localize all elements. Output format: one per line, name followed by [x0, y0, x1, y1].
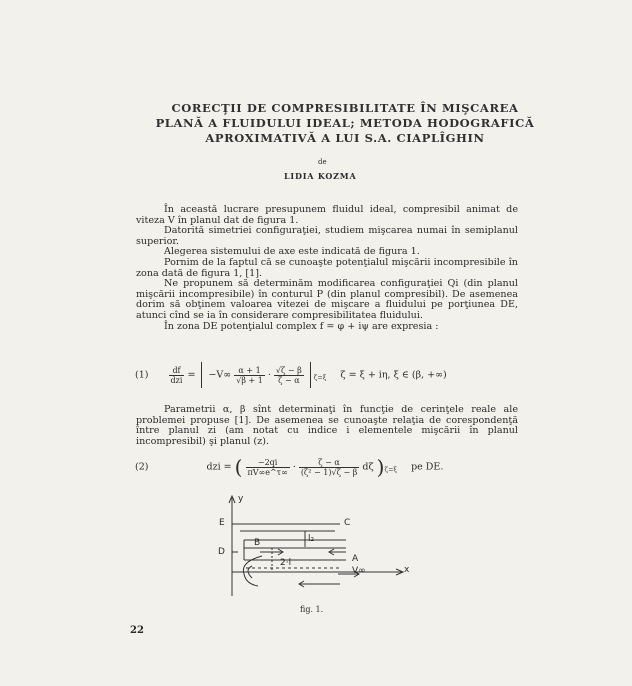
eq1-rest: ζ = ξ + iη, ξ ∈ (β, +∞)	[340, 369, 447, 381]
label-2l: 2·l	[280, 558, 292, 568]
label-A: A	[352, 554, 359, 564]
eq2-dzeta: dζ	[362, 461, 374, 473]
equation-2: (2) dzi = ( $\frac{-2qi}{\pi V\infty e\^{}\tau\infty}$ · $\frac{\zeta - \alpha}{\text{(ζ² − 1)√ζ − β}}$ dζ )$_{\zeta=\xi}$ pe DE.	[135, 455, 444, 479]
author-name: LIDIA KOZMA	[284, 171, 357, 181]
paragraph: Alegerea sistemului de axe este indicată de figura 1.	[164, 246, 420, 258]
equation-number: (1)	[135, 369, 149, 381]
eq2-frac1: $\frac{-2qi}{\pi V\infty e\^{}\tau\infty}$	[247, 457, 288, 477]
equation-1: (1) $\frac{df}{\text{dzi}}$ = −V∞ $\frac{\alpha + 1}{√\beta + 1}$ · $\frac{√\zeta - \beta}{\zeta - \alpha}$ $_{\zeta=\xi}$ ζ = ξ + iη, ξ ∈ (β, +∞)	[135, 362, 447, 388]
eq1-eval: ζ=ξ	[313, 373, 327, 382]
eq2-lhs: dzi =	[206, 461, 232, 473]
eq1-frac2: $\frac{√\zeta - \beta}{\zeta - \alpha}$	[275, 365, 302, 385]
paragraph: Ne propunem să determinăm modificarea configuraţiei Qi (din planul mişcării incompresibile) în conturul P (din planul compresibil). De asemenea dorim să obţinem valoarea vitezei de mişcare a fluidului pe porţiunea DE, atunci cînd se ia în considerare compresibilitatea fluidului.	[136, 278, 518, 321]
paragraph: În această lucrare presupunem fluidul ideal, compresibil animat de viteza V în planul dat de figura 1.	[136, 204, 518, 226]
label-x: x	[404, 565, 410, 575]
eq2-eval: ζ=ξ	[384, 465, 397, 474]
label-B: B	[254, 538, 261, 548]
eq1-frac1: $\frac{\alpha + 1}{√\beta + 1}$	[236, 365, 263, 385]
label-D: D	[218, 547, 225, 557]
label-E: E	[219, 518, 225, 528]
eq2-suffix: pe DE.	[411, 461, 444, 473]
figure-caption: fig. 1.	[300, 605, 324, 614]
equation-number: (2)	[135, 461, 149, 473]
paper-title: CORECŢII DE COMPRESIBILITATE ÎN MIŞCAREA PLANĂ A FLUIDULUI IDEAL; METODA HODOGRAFICĂ APROXIMATIVĂ A LUI S.A. CIAPLÎGHIN	[155, 101, 535, 145]
label-y: y	[238, 494, 244, 504]
paragraph: Datorită simetriei configuraţiei, studiem mişcarea numai în semiplanul superior.	[136, 225, 518, 247]
paragraph: Pornim de la faptul că se cunoaşte potenţialul mişcării incompresibile în zona dată de figura 1, [1].	[136, 256, 518, 279]
eq2-frac2: $\frac{\zeta - \alpha}{\text{(ζ² − 1)√ζ − β}}$	[300, 457, 358, 477]
label-C: C	[344, 518, 351, 528]
eq1-vterm: −V∞	[208, 369, 232, 381]
eq1-lhs: $\frac{df}{\text{dzi}}$	[170, 365, 183, 385]
paragraph: Parametrii α, β sînt determinaţi în funcţie de cerinţele reale ale problemei propuse [1]. De asemenea se cunoaşte relaţia de corespondenţă între planul zi (am notat cu indice i elementele mişcării în planul incompresibil) şi planul (z).	[136, 404, 518, 447]
page-number: 22	[130, 625, 144, 636]
paragraph: În zona DE potenţialul complex f = φ + iψ are expresia :	[164, 320, 439, 332]
label-vinf: V∞	[352, 566, 366, 576]
byline: de	[318, 158, 327, 166]
label-l2: l₂	[308, 534, 315, 544]
